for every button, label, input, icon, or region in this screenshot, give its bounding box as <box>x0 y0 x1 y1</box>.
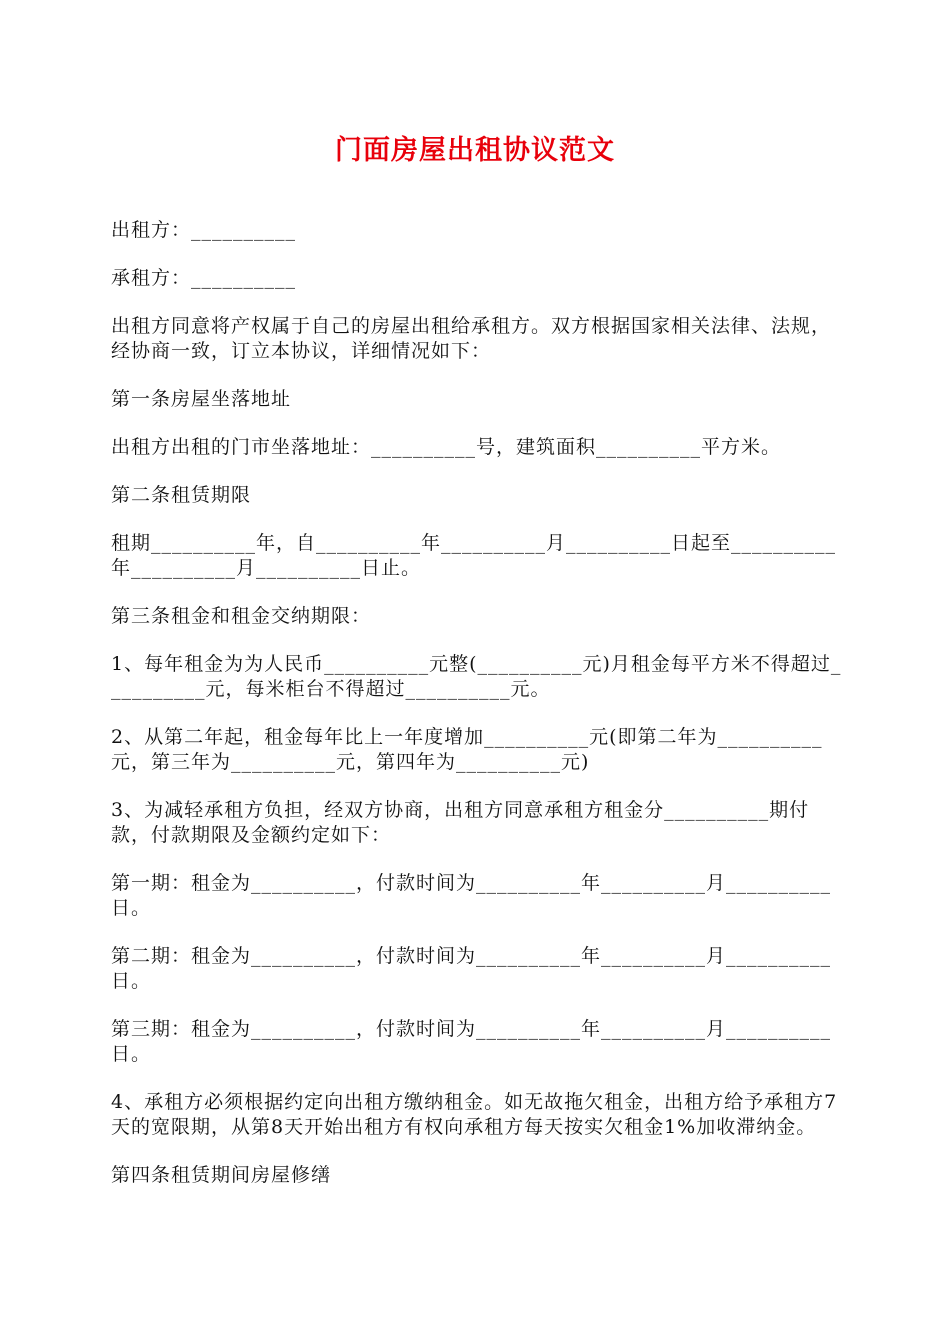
installment-2: 第二期：租金为__________，付款时间为__________年__________月__________日。 <box>111 945 832 992</box>
article-3-heading: 第三条租金和租金交纳期限： <box>111 605 372 627</box>
installment-3: 第三期：租金为__________，付款时间为__________年__________月__________日。 <box>111 1018 832 1065</box>
installment-1: 第一期：租金为__________，付款时间为__________年__________月__________日。 <box>111 872 832 919</box>
lessor-line: 出租方：__________ <box>111 219 297 241</box>
article-2-heading: 第二条租赁期限 <box>111 484 252 506</box>
address-paragraph: 出租方出租的门市坐落地址：__________号，建筑面积__________平方米。 <box>111 436 782 458</box>
rent-clause-4: 4、承租方必须根据约定向出租方缴纳租金。如无故拖欠租金，出租方给予承租方7天的宽限期，从第8天开始出租方有权向承租方每天按实欠租金1%加收滞纳金。 <box>111 1091 838 1138</box>
lessee-line: 承租方：__________ <box>111 267 297 289</box>
document-body <box>111 218 846 1211</box>
article-1-heading: 第一条房屋坐落地址 <box>111 388 292 410</box>
article-4-heading: 第四条租赁期间房屋修缮 <box>111 1164 332 1186</box>
document-title: 门面房屋出租协议范文 <box>335 135 615 166</box>
rent-clause-3: 3、为减轻承租方负担，经双方协商，出租方同意承租方租金分__________期付款，付款期限及金额约定如下： <box>111 799 810 846</box>
rent-clause-1: 1、每年租金为为人民币__________元整(__________元)月租金每平方米不得超过__________元，每米柜台不得超过__________元。 <box>111 653 842 700</box>
intro-paragraph: 出租方同意将产权属于自己的房屋出租给承租方。双方根据国家相关法律、法规，经协商一致，订立本协议，详细情况如下： <box>111 315 832 362</box>
lease-term-paragraph: 租期__________年，自__________年__________月__________日起至__________年__________月__________日止。 <box>111 532 837 579</box>
rent-clause-2: 2、从第二年起，租金每年比上一年度增加__________元(即第二年为__________元，第三年为__________元，第四年为__________元) <box>111 726 823 773</box>
